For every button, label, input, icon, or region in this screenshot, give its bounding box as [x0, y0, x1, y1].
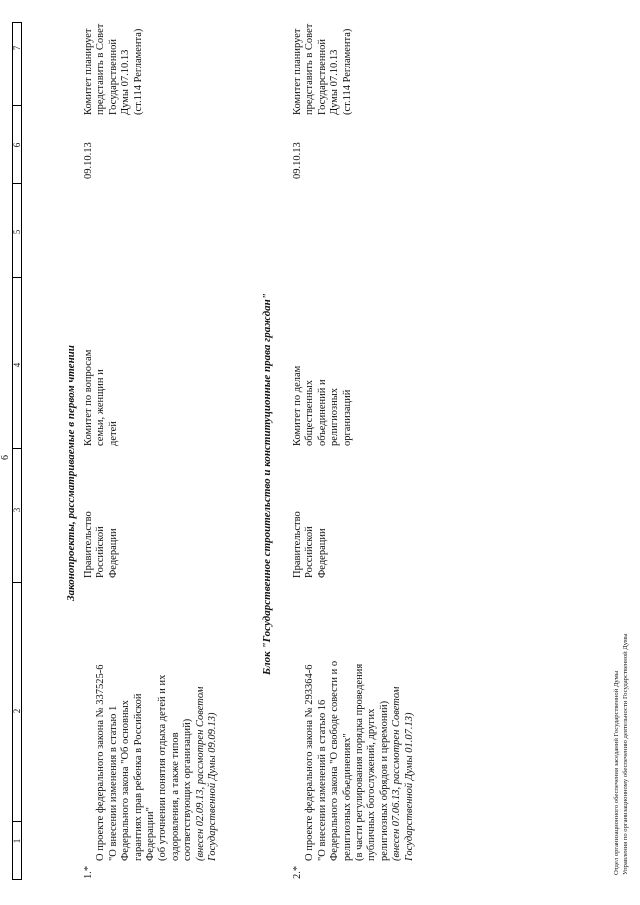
header-divider — [13, 582, 21, 583]
header-divider — [13, 448, 21, 449]
footer-line: Управления по организационному обеспечению деятельности Государственной Думы — [622, 633, 629, 875]
bill-title — [83, 611, 232, 861]
column-number: 1 — [12, 838, 22, 844]
row-number: 2.* — [292, 865, 303, 879]
page-number: 6 — [0, 455, 11, 460]
footer-line: Отдел организационного обеспечения заседаний Государственной Думы — [613, 670, 620, 875]
bill-title — [292, 611, 428, 861]
column-number: 7 — [12, 45, 22, 51]
bill-title-text: О проекте федерального закона № 337525-6 "О внесении изменения в статью 1 Федерального закона "Об основных гарантиях прав ребенка в Российской Федерации" (об уточнении понятия отдыха детей и их оздоровления, а также типов соответствующих организаций) — [95, 664, 194, 861]
header-divider — [13, 277, 21, 278]
column-number: 5 — [12, 229, 22, 235]
header-divider — [13, 183, 21, 184]
block-heading: Блок "Государственное строительство и конституционные права граждан" — [261, 293, 273, 675]
section-heading: Законопроекты, рассматриваемые в первом чтении — [65, 345, 77, 601]
header-divider — [13, 821, 21, 822]
column-number-header — [12, 22, 22, 880]
header-divider — [13, 105, 21, 106]
column-number: 2 — [12, 708, 22, 714]
bill-note: (внесен 02.09.13, рассмотрен Советом Государственной Думы 09.09.13) — [194, 686, 219, 861]
initiator: Правительство Российской Федерации — [292, 511, 328, 578]
date: 09.10.13 — [292, 142, 303, 179]
column-number: 6 — [12, 142, 22, 148]
bill-title-text: О проекте федерального закона № 293364-6 "О внесении изменений в статью 16 Федерального закона "О свободе совести и о религиозных объединениях" (в части регулирования порядка проведения публичных богослужений, других религиозных обрядов и церемоний) — [304, 660, 390, 861]
column-number: 3 — [12, 507, 22, 513]
column-number: 4 — [12, 362, 22, 368]
bill-note: (внесен 07.06.13, рассмотрен Советом Государственной Думы 01.07.13) — [391, 686, 415, 861]
row-number: 1.* — [83, 865, 94, 879]
committee: Комитет по делам общественных объединений и религиозных организаций — [292, 365, 353, 446]
initiator: Правительство Российской Федерации — [83, 511, 119, 578]
remark: Комитет планирует представить в Совет Государственной Думы 07.10.13 (ст.114 Регламента) — [292, 23, 353, 115]
date: 09.10.13 — [83, 142, 94, 179]
remark: Комитет планирует представить в Совет Государственной Думы 07.10.13 (ст.114 Регламента) — [83, 23, 144, 115]
committee: Комитет по вопросам семьи, женщин и детей — [83, 349, 119, 446]
